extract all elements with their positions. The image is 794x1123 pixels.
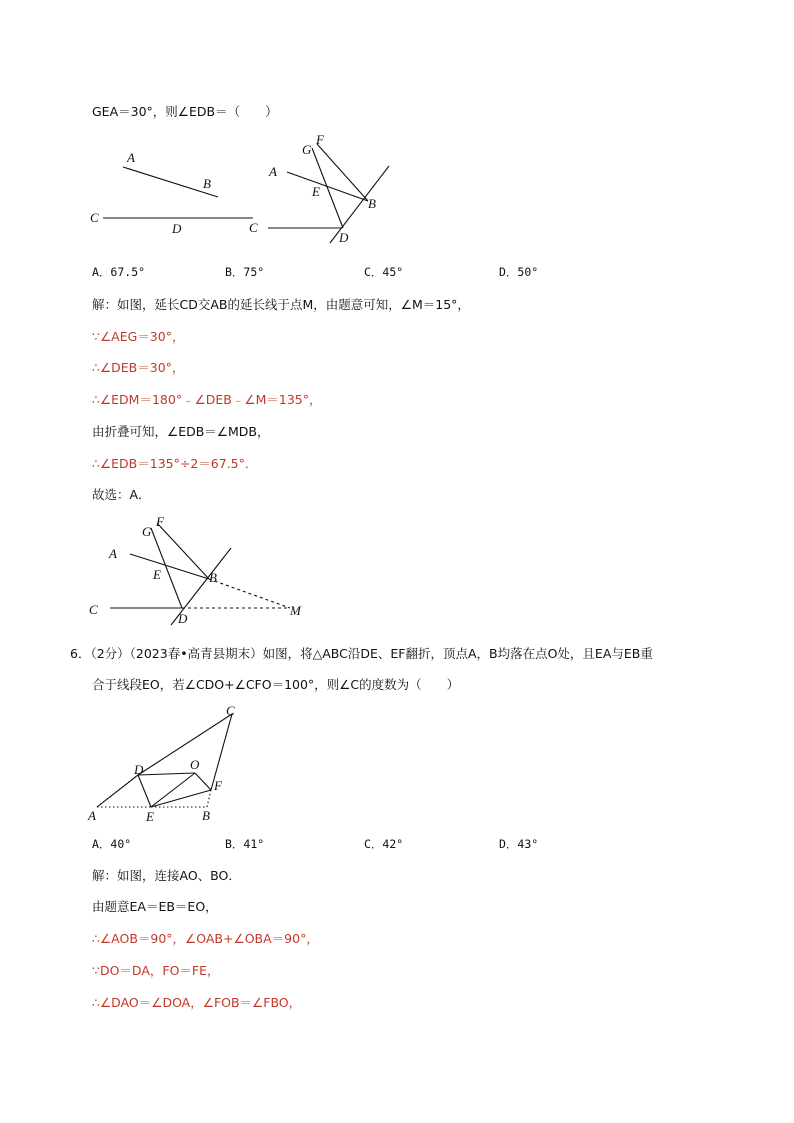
extension-bm [209,579,290,608]
q5-solution-line-5: 由折叠可知，∠EDB＝∠MDB， [92,424,270,439]
q5-solution-line-4: ∴∠EDM＝180°﹣∠DEB﹣∠M＝135°， [92,392,322,407]
q6-figure [85,700,255,825]
q6-option-c: C．42° [364,837,404,851]
label-b: B [203,176,211,191]
label-o: O [190,757,200,772]
label-c: C [89,602,98,617]
q5-option-b: B．75° [225,265,265,279]
q5-option-a: A．67.5° [92,265,146,279]
q5-solution-line-1: 解：如图，延长CD交AB的延长线于点M，由题意可知，∠M＝15°， [92,297,470,312]
triangle-sides [97,714,232,807]
segment-of [195,773,211,790]
label-b: B [202,808,210,823]
label-c: C [226,703,235,718]
label-e: E [153,567,161,582]
q6-option-b: B．41° [225,837,265,851]
q5-figure-1 [85,140,265,245]
q5-option-d: D．50° [499,265,539,279]
label-g: G [142,524,152,539]
label-g: G [302,142,312,157]
fold-de [138,775,151,807]
label-d: D [339,230,349,245]
segment-bf [207,790,211,807]
q5-figure-2 [245,130,405,250]
label-d: D [178,611,188,626]
label-e: E [312,184,320,199]
label-d: D [134,762,144,777]
label-a: A [88,808,96,823]
label-m: M [290,603,301,618]
q5-prompt-tail: GEA＝30°，则∠EDB＝（ ） [92,104,278,119]
q5-solution-line-6: ∴∠EDB＝135°÷2＝67.5°． [92,456,258,471]
label-a: A [109,546,117,561]
label-b: B [209,570,217,585]
q6-option-d: D．43° [499,837,539,851]
label-c: C [249,220,258,235]
segment-eo [151,773,195,807]
q6-solution-line-5: ∴∠DAO＝∠DOA，∠FOB＝∠FBO， [92,995,302,1010]
q5-solution-line-3: ∴∠DEB＝30°， [92,360,185,375]
q5-solution-line-7: 故选：A． [92,487,151,502]
q6-solution-line-3: ∴∠AOB＝90°，∠OAB+∠OBA＝90°， [92,931,319,946]
label-b: B [368,196,376,211]
label-e: E [146,809,154,824]
q5-solution-line-2: ∵∠AEG＝30°， [92,329,185,344]
q5-solution-figure [85,513,315,628]
fold-ef [151,790,211,807]
label-d: D [172,221,182,236]
label-f: F [214,778,222,793]
label-f: F [316,132,324,147]
q6-solution-line-1: 解：如图，连接AO、BO． [92,868,241,883]
q5-option-c: C．45° [364,265,404,279]
q6-stem-line-1: 6．（2分）（2023春•高青县期末）如图，将△ABC沿DE、EF翻折，顶点A，B均落在点O处，且EA与EB重 [70,646,653,661]
label-c: C [90,210,99,225]
segment-do [138,773,195,775]
label-a: A [127,150,135,165]
label-a: A [269,164,277,179]
q6-stem-line-2: 合于线段EO，若∠CDO+∠CFO＝100°，则∠C的度数为（ ） [92,677,460,692]
q6-solution-line-4: ∵DO＝DA，FO＝FE， [92,963,220,978]
q6-option-a: A．40° [92,837,132,851]
label-f: F [156,514,164,529]
q6-solution-line-2: 由题意EA＝EB＝EO， [92,899,218,914]
